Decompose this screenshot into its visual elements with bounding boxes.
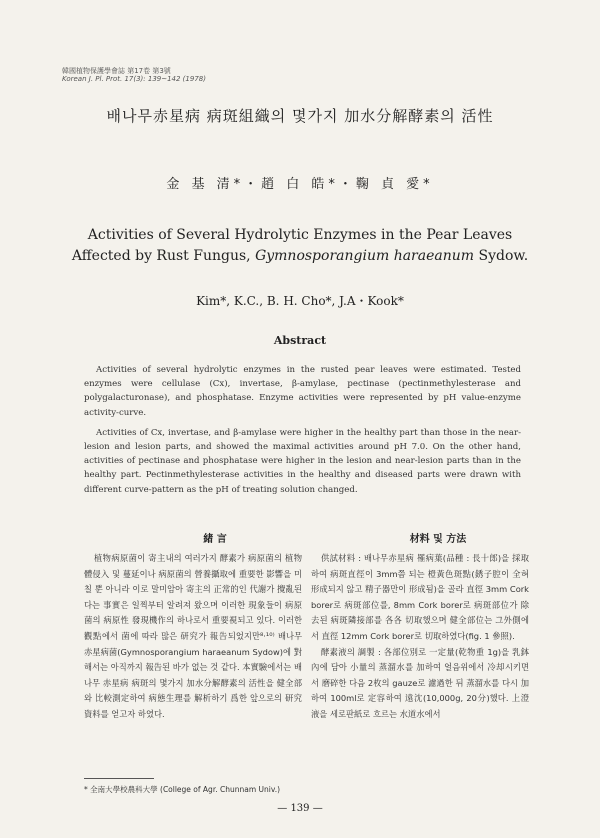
authors-english: Kim*, K.C., B. H. Cho*, J.A・Kook* bbox=[196, 294, 404, 308]
methods-column bbox=[311, 551, 529, 723]
journal-header-line2: Korean J. Pl. Prot. 17(3): 139~142 (1978) bbox=[62, 75, 206, 83]
title-english bbox=[0, 225, 600, 267]
intro-column bbox=[84, 551, 302, 723]
title-english-line2 bbox=[0, 246, 600, 267]
abstract-heading: Abstract bbox=[273, 334, 327, 347]
footnote-rule bbox=[84, 778, 154, 779]
authors-korean: 金 基 清*・趙 白 皓*・鞠 貞 愛* bbox=[166, 177, 434, 192]
intro-paragraph: 植物病原菌이 寄主내의 여러가지 酵素가 病原菌의 植物體侵入 및 蔓延이나 病原菌의 營養攝取에 重要한 影響을 미칠 뿐 아니라 이로 말미암아 寄主의 正常的인 代謝가 攪亂된다는 事實은 일찍부터 알려져 왔으며 이러한 現象들이 病原菌의 病原性 發現機作의 하나로서 重要視되고 있다. 이러한 觀點에서 菌에 따라 많은 研究가 報告되었지만⁸·¹⁰⁾ 배나무 赤星病菌(Gymnosporangium haraeanum Sydow)에 對해서는 아직까지 報告된 바가 없는 것 같다. 本實驗에서는 배나무 赤星病 病斑의 몇가지 加水分解酵素의 活性을 健全部와 比較測定하여 病態生理를 解析하기 爲한 앞으로의 研究資料를 얻고자 하였다. bbox=[84, 553, 302, 719]
methods-heading: 材料 및 方法 bbox=[409, 534, 467, 545]
intro-heading: 緒 言 bbox=[203, 534, 227, 545]
page-number: — 139 — bbox=[277, 803, 323, 814]
title-english-species: Gymnosporangium haraeanum bbox=[255, 248, 475, 264]
title-korean: 배나무赤星病 病斑組織의 몇가지 加水分解酵素의 活性 bbox=[106, 107, 494, 125]
methods-paragraph: 供試材料 : 배나무赤星病 罹病葉(品種 : 長十郎)을 採取하여 病斑直徑이 3mm쯤 되는 橙黃色斑點(銹子腔이 全혀 形成되지 않고 精子器만이 形成됨)을 골라 直徑 3mm Cork borer로 病斑部位를, 8mm Cork borer로 病斑部位가 除去된 病斑隣接部를 各各 切取했으며 健全部位는 그外側에서 直徑 12mm Cork borer로 切取하였다(fig. 1 參照). bbox=[311, 553, 529, 641]
title-english-prefix: Affected by Rust Fungus, bbox=[71, 248, 256, 264]
title-english-suffix: Sydow. bbox=[474, 248, 529, 264]
journal-header-line1: 韓國植物保護學會誌 第17卷 第3號 bbox=[62, 67, 171, 75]
methods-paragraph: 酵素液의 調製 : 各部位別로 一定量(乾物重 1g)을 乳鉢內에 담아 小量의 蒸溜水를 加하여 얼음위에서 冷却시키면서 磨碎한 다음 2枚의 gauze로 濾過한 뒤 蒸溜水를 다시 加하여 100ml로 定容하여 遠沈(10,000g, 20分)했다. 上澄液을 세로판紙로 흐르는 水道水에서 bbox=[311, 646, 529, 719]
abstract-body bbox=[84, 363, 521, 503]
title-english-line1: Activities of Several Hydrolytic Enzymes in the Pear Leaves bbox=[87, 227, 513, 243]
footnote: * 全南大學校農科大學 (College of Agr. Chunnam Univ.) bbox=[84, 785, 281, 794]
abstract-paragraph: Activities of Cx, invertase, and β-amylase were higher in the healthy part than those in the near-lesion and lesion parts, and showed the maximal activities around pH 7.0. On the other hand, activities of pectinase and phosphatase were higher in the lesion and near-lesion parts than in the healthy part. Pectinmethylesterase activities in the healthy and diseased parts were drawn with different curve-pattern as the pH of treating solution changed. bbox=[84, 427, 521, 495]
abstract-paragraph: Activities of several hydrolytic enzymes in the rusted pear leaves were estimated. Tested enzymes were cellulase (Cx), invertase, β-amylase, pectinase (pectinmethylesterase and polygalacturonase), and phosphatase. Enzyme activities were represented by pH value-enzyme activity-curve. bbox=[84, 365, 521, 418]
